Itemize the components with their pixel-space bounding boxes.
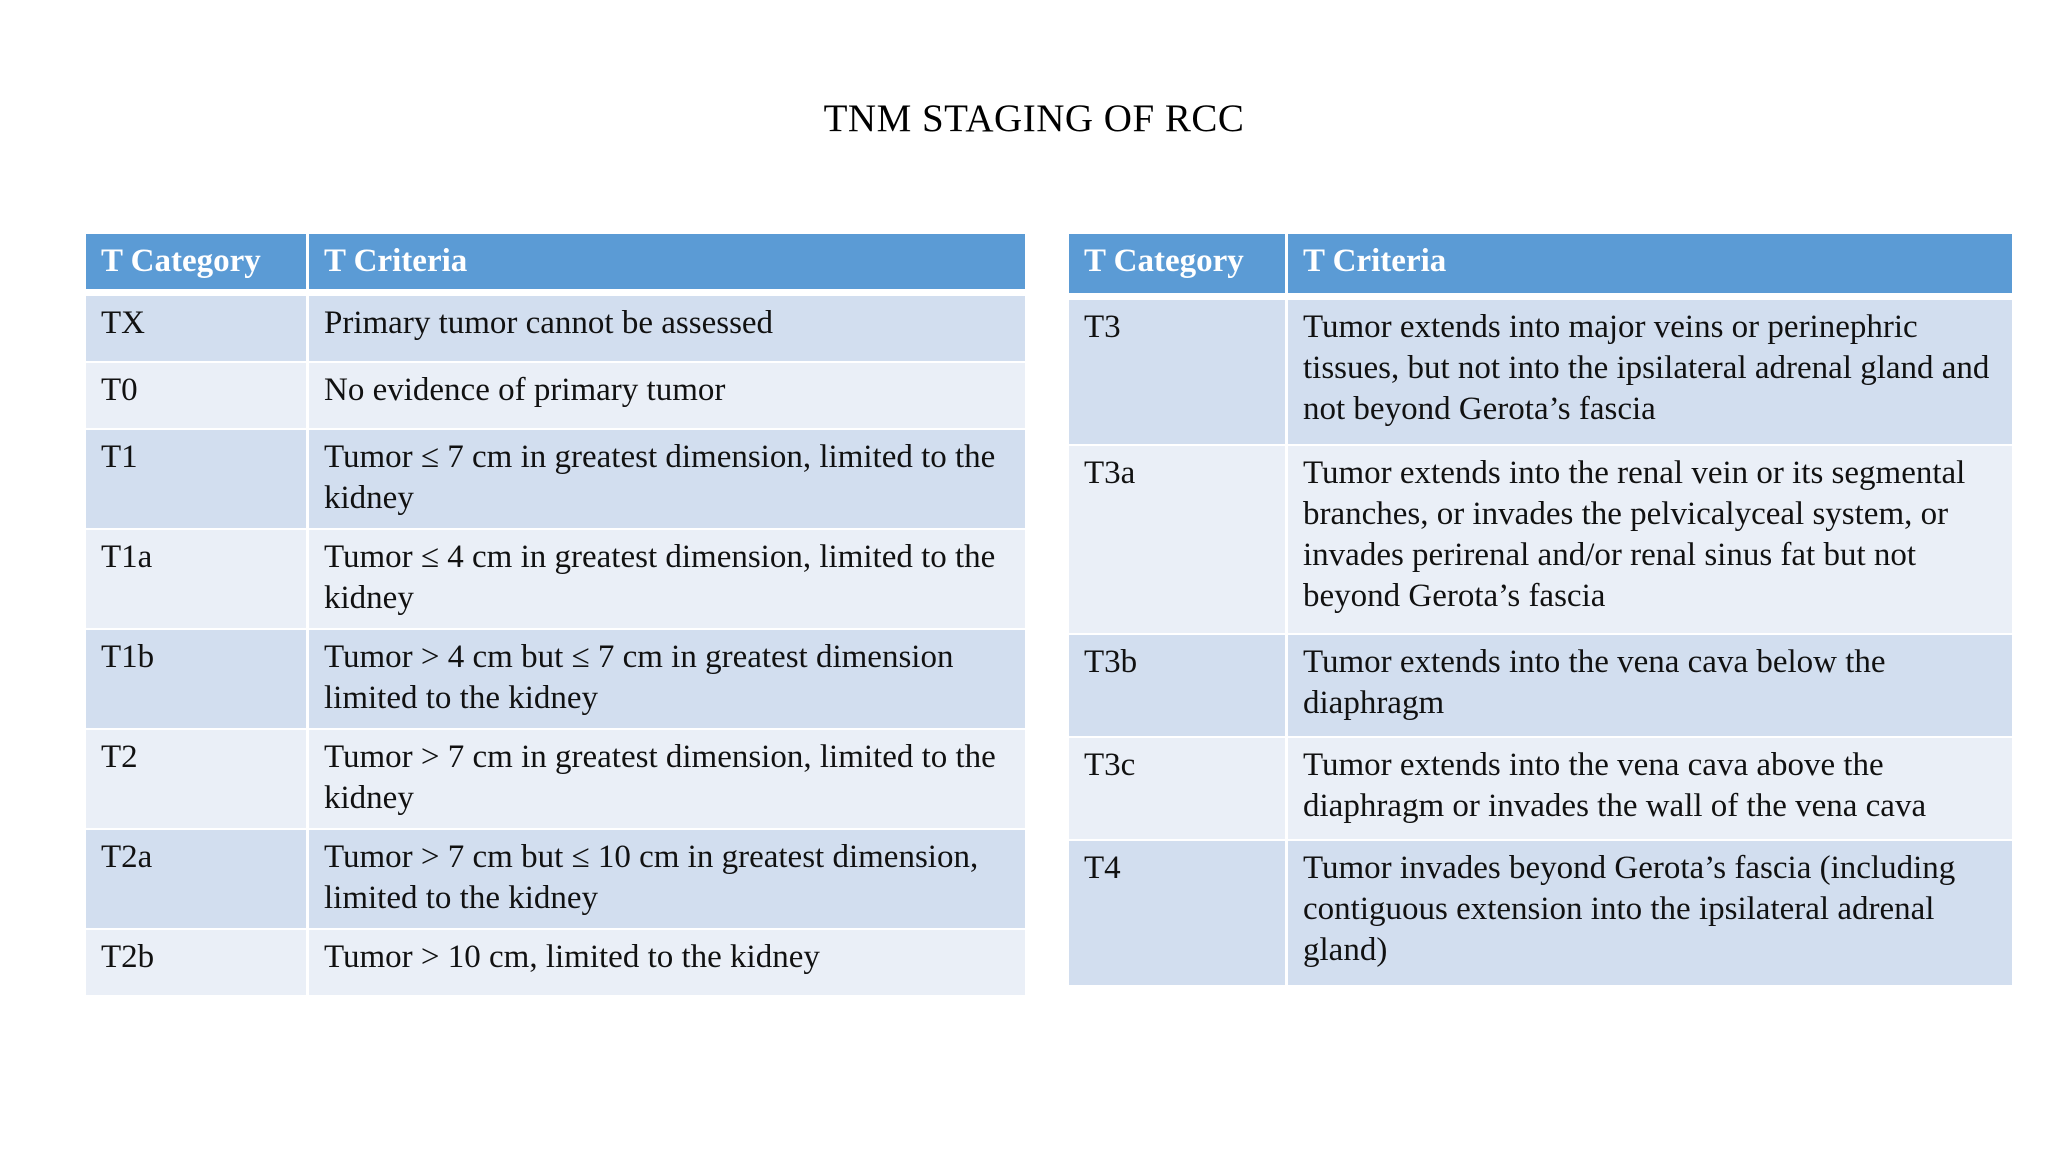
t-category-cell: T0 [86, 361, 309, 428]
table-row [86, 728, 1025, 828]
t-criteria-cell: Tumor ≤ 7 cm in greatest dimension, limited to the kidney [309, 428, 1025, 528]
table-row [86, 428, 1025, 528]
t-criteria-cell: Tumor > 4 cm but ≤ 7 cm in greatest dimension limited to the kidney [309, 628, 1025, 728]
t-category-cell: T1b [86, 628, 309, 728]
t-category-cell: T2b [86, 928, 309, 995]
t-category-cell: TX [86, 294, 309, 361]
t-staging-table-right [1069, 234, 2012, 985]
t-category-cell: T3c [1069, 736, 1288, 839]
t-category-cell: T3 [1069, 298, 1288, 444]
table-row [86, 528, 1025, 628]
table-row [86, 828, 1025, 928]
table-row [1069, 839, 2012, 985]
t-criteria-cell: Tumor invades beyond Gerota’s fascia (including contiguous extension into the ipsilateral adrenal gland) [1288, 839, 2012, 985]
t-criteria-cell: Tumor > 7 cm in greatest dimension, limited to the kidney [309, 728, 1025, 828]
table-row [86, 928, 1025, 995]
t-criteria-cell: Tumor extends into the vena cava below the diaphragm [1288, 633, 2012, 736]
t-category-cell: T2 [86, 728, 309, 828]
t-category-cell: T1 [86, 428, 309, 528]
t-criteria-cell: Tumor extends into the vena cava above the diaphragm or invades the wall of the vena cava [1288, 736, 2012, 839]
t-category-cell: T4 [1069, 839, 1288, 985]
t-category-cell: T3b [1069, 633, 1288, 736]
column-header-t-category: T Category [86, 234, 309, 294]
table-row [86, 628, 1025, 728]
table-row [86, 294, 1025, 361]
t-criteria-cell: No evidence of primary tumor [309, 361, 1025, 428]
column-header-t-category: T Category [1069, 234, 1288, 298]
slide-title: TNM STAGING OF RCC [823, 97, 1245, 140]
table-row [86, 361, 1025, 428]
t-criteria-cell: Tumor ≤ 4 cm in greatest dimension, limited to the kidney [309, 528, 1025, 628]
table-row [1069, 736, 2012, 839]
table-header-row [86, 234, 1025, 294]
t-criteria-cell: Tumor extends into the renal vein or its segmental branches, or invades the pelvicalyceal system, or invades perirenal and/or renal sinus fat but not beyond Gerota’s fascia [1288, 444, 2012, 633]
t-criteria-cell: Tumor > 7 cm but ≤ 10 cm in greatest dimension, limited to the kidney [309, 828, 1025, 928]
column-header-t-criteria: T Criteria [309, 234, 1025, 294]
table-row [1069, 633, 2012, 736]
t-criteria-cell: Tumor extends into major veins or perinephric tissues, but not into the ipsilateral adrenal gland and not beyond Gerota’s fascia [1288, 298, 2012, 444]
t-category-cell: T2a [86, 828, 309, 928]
t-criteria-cell: Primary tumor cannot be assessed [309, 294, 1025, 361]
table-header-row [1069, 234, 2012, 298]
column-header-t-criteria: T Criteria [1288, 234, 2012, 298]
t-category-cell: T1a [86, 528, 309, 628]
table-row [1069, 444, 2012, 633]
table-row [1069, 298, 2012, 444]
t-criteria-cell: Tumor > 10 cm, limited to the kidney [309, 928, 1025, 995]
t-category-cell: T3a [1069, 444, 1288, 633]
t-staging-table-left [86, 234, 1025, 995]
